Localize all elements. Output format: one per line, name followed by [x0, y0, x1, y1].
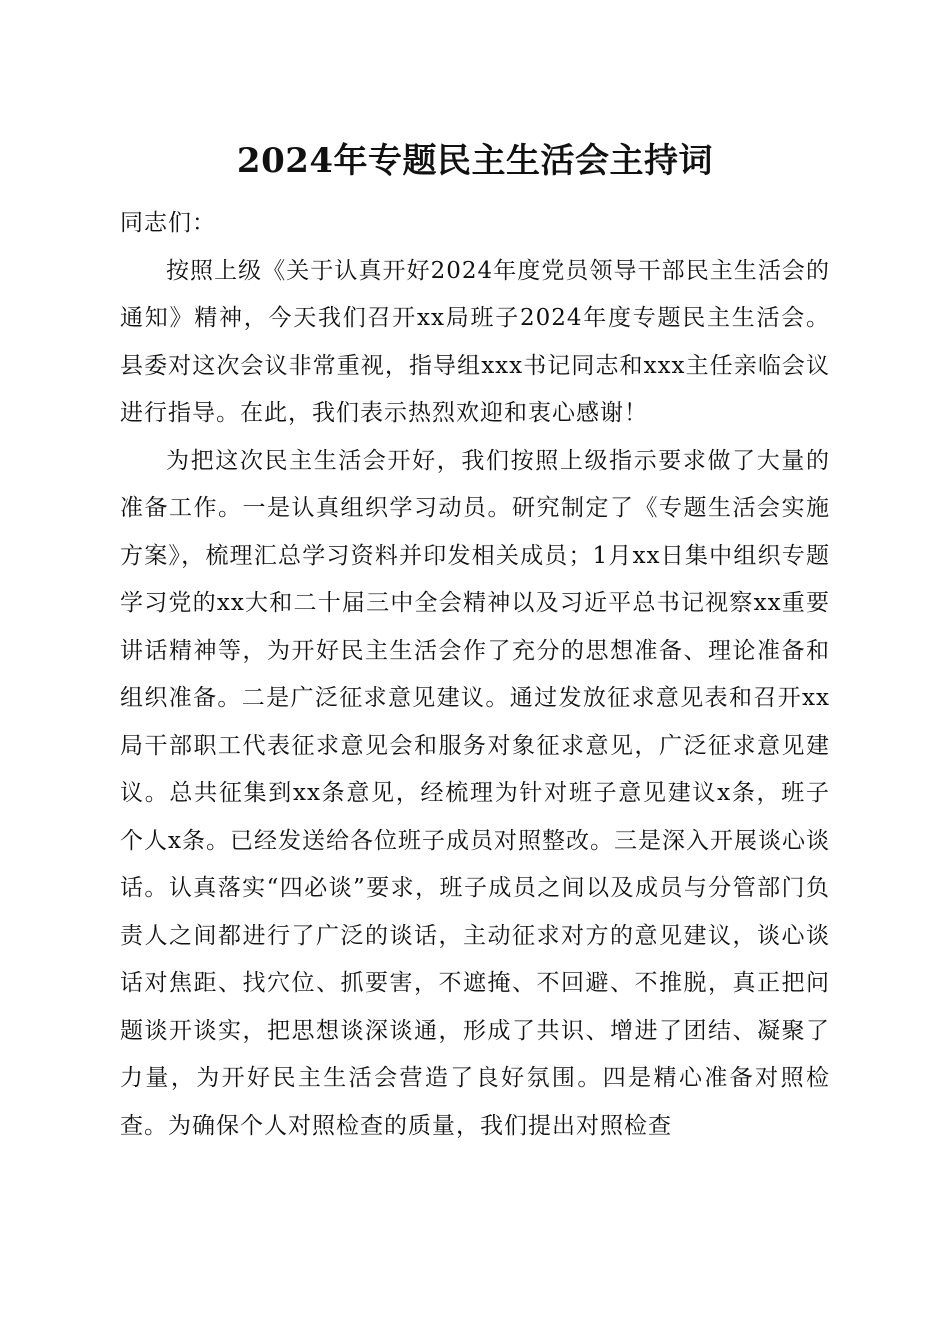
paragraph-1: 按照上级《关于认真开好2024年度党员领导干部民主生活会的通知》精神，今天我们召开xx局班子2024年度专题民主生活会。县委对这次会议非常重视，指导组xxx书记同志和xxx主任亲临会议进行指导。在此，我们表示热烈欢迎和衷心感谢！: [120, 257, 830, 426]
document-body: [120, 200, 830, 1150]
salutation: 同志们：: [120, 210, 216, 236]
document-title: 2024年专题民主生活会主持词: [236, 141, 714, 181]
paragraph-2: 为把这次民主生活会开好，我们按照上级指示要求做了大量的准备工作。一是认真组织学习动员。研究制定了《专题生活会实施方案》，梳理汇总学习资料并印发相关成员；1月xx日集中组织专题学习党的xx大和二十届三中全会精神以及习近平总书记视察xx重要讲话精神等，为开好民主生活会作了充分的思想准备、理论准备和组织准备。二是广泛征求意见建议。通过发放征求意见表和召开xx局干部职工代表征求意见会和服务对象征求意见，广泛征求意见建议。总共征集到xx条意见，经梳理为针对班子意见建议x条，班子个人x条。已经发送给各位班子成员对照整改。三是深入开展谈心谈话。认真落实“四必谈”要求，班子成员之间以及成员与分管部门负责人之间都进行了广泛的谈话，主动征求对方的意见建议，谈心谈话对焦距、找穴位、抓要害，不遮掩、不回避、不推脱，真正把问题谈开谈实，把思想谈深谈通，形成了共识、增进了团结、凝聚了力量，为开好民主生活会营造了良好氛围。四是精心准备对照检查。为确保个人对照检查的质量，我们提出对照检查: [120, 447, 830, 1139]
